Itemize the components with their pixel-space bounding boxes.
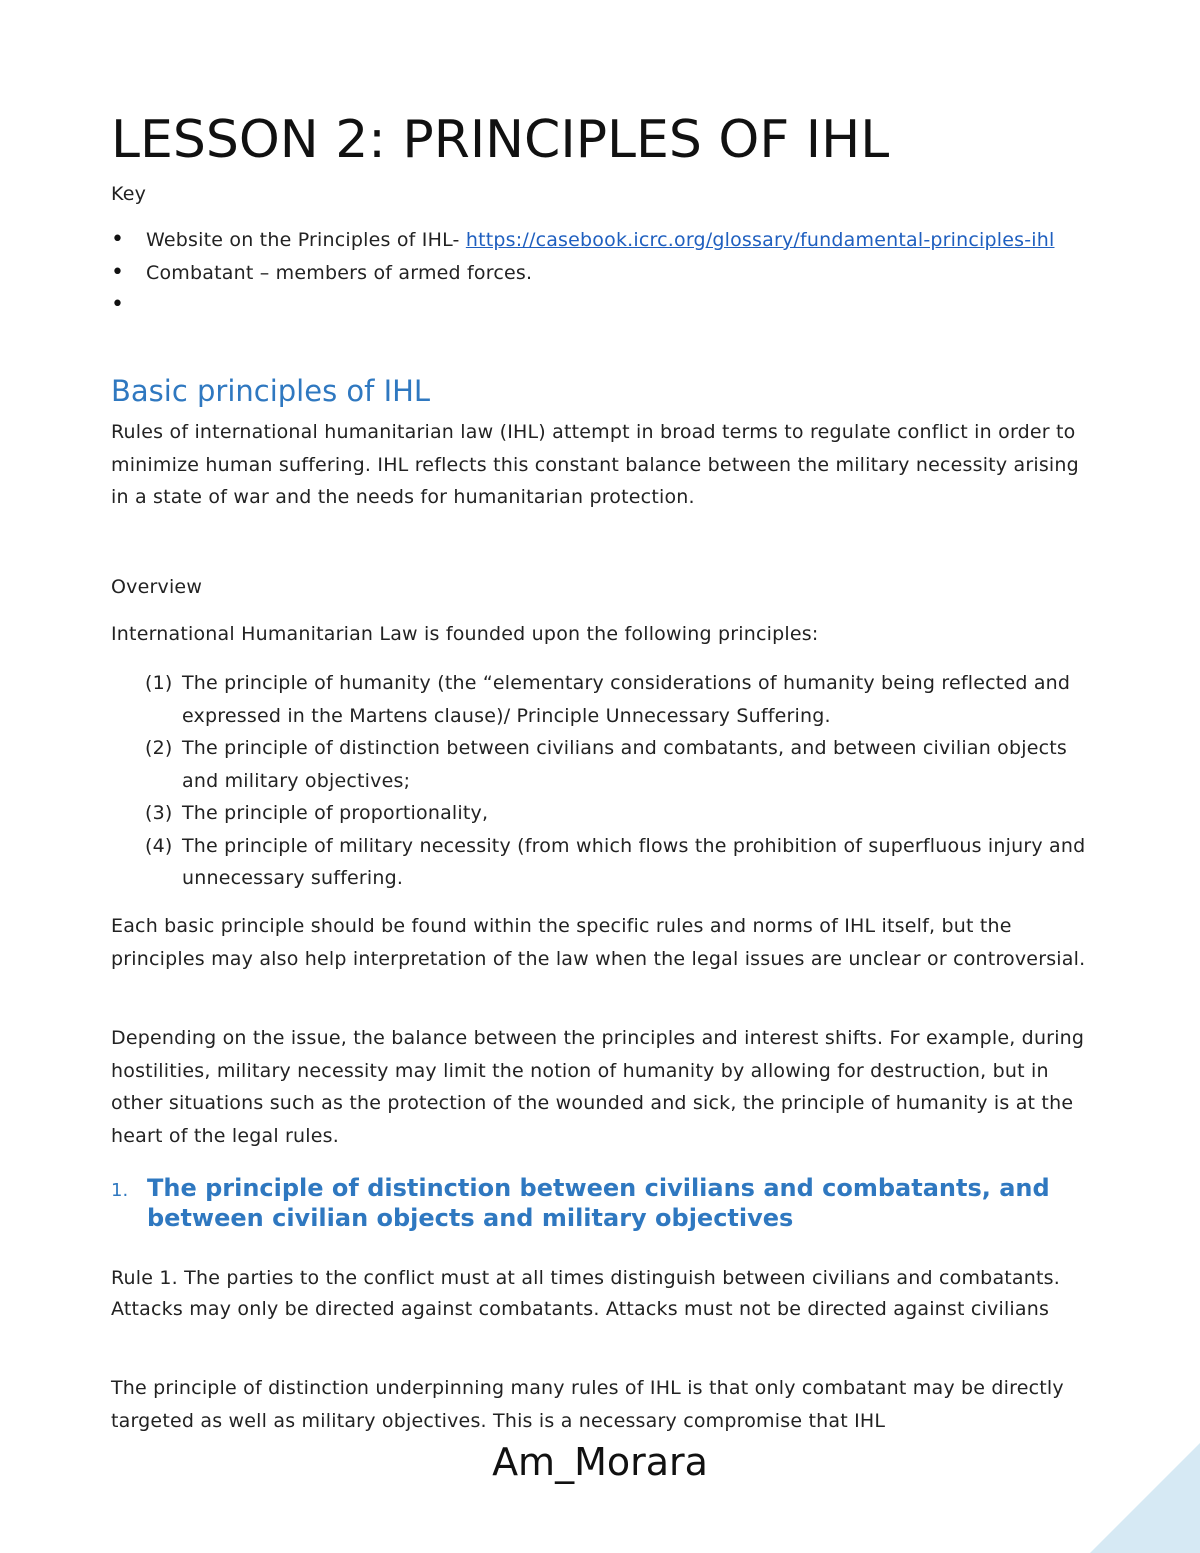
list-item xyxy=(111,224,1071,257)
rule-paragraph: Rule 1. The parties to the conflict must at all times distinguish between civilians and combatants. Attacks may only be directed against combatants. Attacks must not be directed against civilians xyxy=(111,1267,1061,1320)
subsection-number: 1. xyxy=(111,1180,129,1201)
principle-text: The principle of humanity (the “elementary considerations of humanity being reflected and expressed in the Martens clause)/ Principle Unnecessary Suffering. xyxy=(182,672,1071,727)
principles-list xyxy=(145,667,1095,895)
principle-text: The principle of proportionality, xyxy=(182,802,489,824)
list-item xyxy=(111,289,1071,322)
list-number: (4) xyxy=(145,834,173,857)
author-footer: Am_Morara xyxy=(492,1440,708,1484)
list-item xyxy=(145,732,1095,797)
page-title: LESSON 2: PRINCIPLES OF IHL xyxy=(111,110,890,170)
list-number: (2) xyxy=(145,737,173,759)
subsection-title: The principle of distinction between civilians and combatants, and between civilian objects and military objectives xyxy=(147,1174,1050,1232)
corner-triangle xyxy=(1090,1443,1200,1553)
key-item-text: Combatant – members of armed forces. xyxy=(146,261,533,284)
list-number: (3) xyxy=(145,802,173,824)
list-item xyxy=(145,667,1095,732)
corner-decoration xyxy=(1090,1443,1200,1553)
principle-text: The principle of distinction between civilians and combatants, and between civilian objects and military objectives; xyxy=(182,737,1068,792)
principles-link[interactable]: https://casebook.icrc.org/glossary/fundamental-principles-ihl xyxy=(465,229,1055,251)
depending-paragraph: Depending on the issue, the balance between the principles and interest shifts. For example, during hostilities, military necessity may limit the notion of humanity by allowing for destruction, but in other situations such as the protection of the wounded and sick, the principle of humanity is at the heart of the legal rules. xyxy=(111,1027,1085,1147)
principle-text: The principle of military necessity (from which flows the prohibition of superfluous injury and unnecessary suffering. xyxy=(182,834,1086,889)
list-item xyxy=(145,830,1095,895)
list-number: (1) xyxy=(145,672,173,694)
section-heading: Basic principles of IHL xyxy=(111,374,431,408)
overview-label: Overview xyxy=(111,576,203,598)
key-list xyxy=(111,224,1071,322)
key-label: Key xyxy=(111,183,147,205)
list-item xyxy=(111,257,1071,290)
founded-paragraph: International Humanitarian Law is founded upon the following principles: xyxy=(111,623,819,645)
distinction-paragraph: The principle of distinction underpinning many rules of IHL is that only combatant may be directly targeted as well as military objectives. This is a necessary compromise that IHL xyxy=(111,1377,1064,1432)
key-item-text: Website on the Principles of IHL- xyxy=(146,229,466,251)
subsection-heading xyxy=(111,1173,1071,1233)
list-item xyxy=(145,797,1095,830)
intro-paragraph: Rules of international humanitarian law (IHL) attempt in broad terms to regulate conflict in order to minimize human suffering. IHL reflects this constant balance between the military necessity arising in a state of war and the needs for humanitarian protection. xyxy=(111,421,1079,508)
each-principle-paragraph: Each basic principle should be found within the specific rules and norms of IHL itself, but the principles may also help interpretation of the law when the legal issues are unclear or controversial. xyxy=(111,915,1086,970)
